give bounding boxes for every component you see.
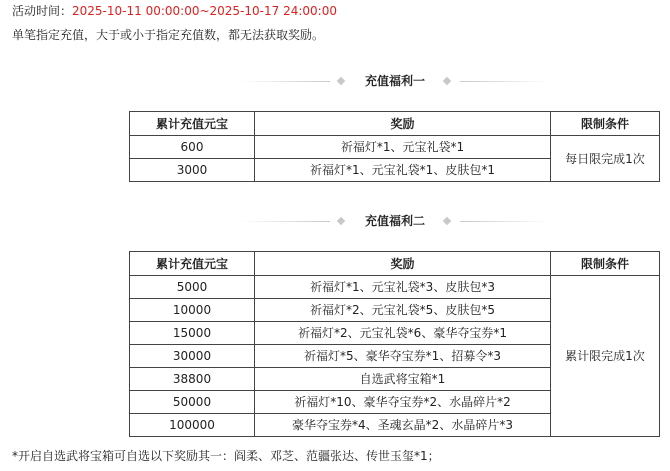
header-amount: 累计充值元宝 — [130, 252, 255, 276]
section2-title: 充值福利二 — [364, 214, 425, 228]
table-row — [130, 136, 660, 159]
section1-title: 充值福利一 — [364, 74, 425, 88]
amount-cell: 15000 — [130, 322, 255, 345]
amount-cell: 3000 — [130, 159, 255, 182]
reward-cell: 祈福灯*1、元宝礼袋*1、皮肤包*1 — [255, 159, 551, 182]
amount-cell: 10000 — [130, 299, 255, 322]
amount-cell: 50000 — [130, 391, 255, 414]
activity-time-label: 活动时间： — [12, 4, 73, 18]
divider-line-right — [460, 81, 550, 82]
reward-cell: 祈福灯*10、豪华夺宝券*2、水晶碎片*2 — [255, 391, 551, 414]
reward-cell: 祈福灯*5、豪华夺宝券*1、招募令*3 — [255, 345, 551, 368]
activity-time-value: 2025-10-11 00:00:00~2025-10-17 24:00:00 — [72, 4, 337, 18]
reward-cell: 自选武将宝箱*1 — [255, 368, 551, 391]
header-amount: 累计充值元宝 — [130, 112, 255, 136]
table-header-row — [130, 252, 660, 276]
section2-table — [129, 251, 660, 437]
reward-cell: 豪华夺宝券*4、圣魂玄晶*2、水晶碎片*3 — [255, 414, 551, 437]
reward-cell: 祈福灯*1、元宝礼袋*1 — [255, 136, 551, 159]
section1-table — [129, 111, 660, 182]
table-row — [130, 276, 660, 299]
divider-line-right — [460, 221, 550, 222]
amount-cell: 38800 — [130, 368, 255, 391]
amount-cell: 5000 — [130, 276, 255, 299]
section2-title-bar — [0, 213, 670, 229]
reward-cell: 祈福灯*2、元宝礼袋*6、豪华夺宝券*1 — [255, 322, 551, 345]
amount-cell: 600 — [130, 136, 255, 159]
header-limit: 限制条件 — [551, 252, 660, 276]
footer-note: *开启自选武将宝箱可自选以下奖励其一：阎柔、邓芝、范疆张达、传世玉玺*1； — [12, 449, 440, 463]
limit-cell: 累计限完成1次 — [551, 276, 660, 437]
amount-cell: 30000 — [130, 345, 255, 368]
header-reward: 奖励 — [255, 252, 551, 276]
section1-title-bar — [0, 73, 670, 89]
reward-cell: 祈福灯*2、元宝礼袋*5、皮肤包*5 — [255, 299, 551, 322]
activity-time — [12, 3, 337, 19]
activity-rule: 单笔指定充值，大于或小于指定充值数，都无法获取奖励。 — [12, 28, 325, 42]
header-limit: 限制条件 — [551, 112, 660, 136]
header-reward: 奖励 — [255, 112, 551, 136]
table-header-row — [130, 112, 660, 136]
reward-cell: 祈福灯*1、元宝礼袋*3、皮肤包*3 — [255, 276, 551, 299]
amount-cell: 100000 — [130, 414, 255, 437]
limit-cell: 每日限完成1次 — [551, 136, 660, 182]
